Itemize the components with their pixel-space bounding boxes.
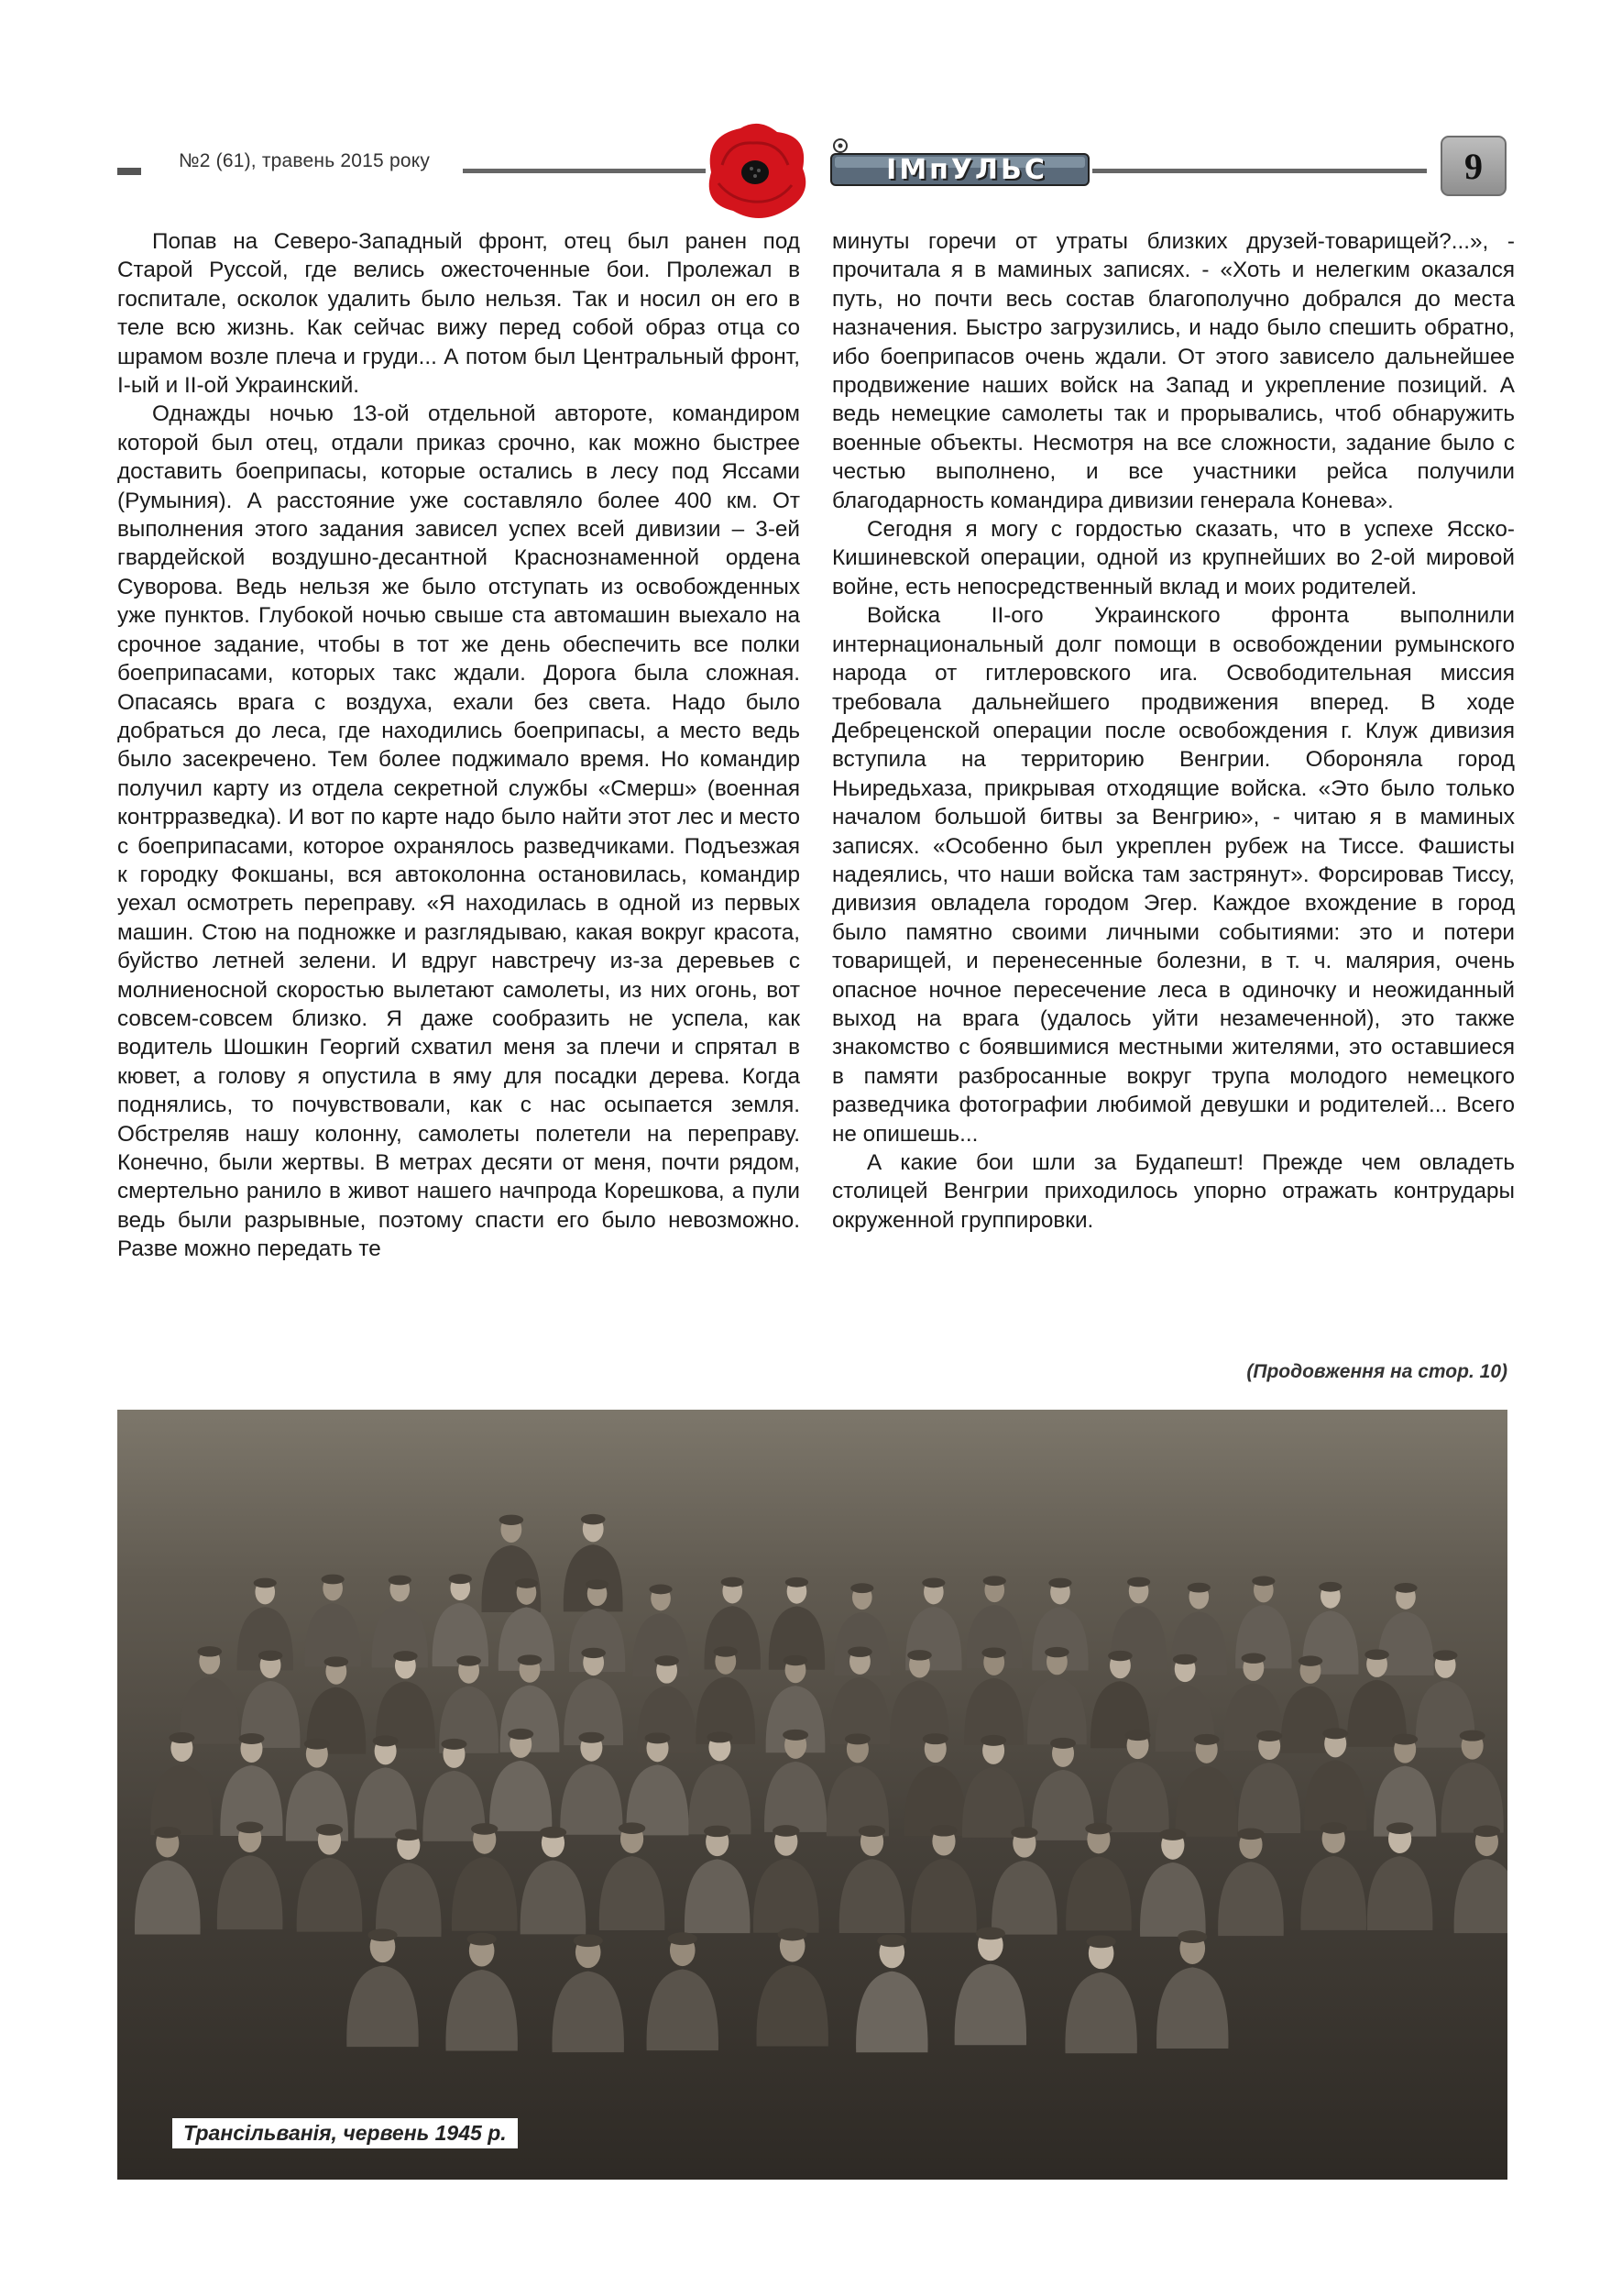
soldier-figure xyxy=(217,1821,283,1929)
header-dash xyxy=(117,168,141,175)
paragraph: Войска II-ого Украинского фронта выполнили интернациональный долг помощи в освобождении румынского народа от гитлеровского ига. Освободительная миссия требовала дальнейшего продвижения вперед. В ходе Дебреценской операции после освобождения г. Клуж дивизия вступила на территорию Венгрии. Обороняла город Ньиредьхаза, прикрывая отходящие войска. «Это было только началом большой битвы за Венгрию», - читаю я в маминых записях. «Особенно был укреплен рубеж на Тиссе. Фашисты надеялись, что наши войска там застрянут». Форсировав Тиссу, дивизия овладела городом Эгер. Каждое вхождение в город было памятно своими личными событиями: это и потери товарищей, и перенесенные болезни, в т. ч. малярия, очень опасное ночное пересечение леса в одиночку и неожиданный выход на врага (удалось уйти незамеченной), это также знакомство с боявшимися местными жителями, это оставшиеся в памяти разбросанные вокруг трупа молодого немецкого разведчика фотографии любимой девушки и родителей... Всего не опишешь... xyxy=(832,603,1515,1147)
issue-info: №2 (61), травень 2015 року xyxy=(179,150,431,171)
page-header xyxy=(0,0,1622,211)
soldier-figure xyxy=(904,1733,967,1836)
soldier-figure xyxy=(955,1927,1026,2045)
soldier-figure xyxy=(1065,1935,1136,2053)
soldier-figure xyxy=(839,1825,905,1933)
continuation-note: (Продовження на стор. 10) xyxy=(1246,1361,1507,1382)
soldier-figure xyxy=(1156,1930,1228,2049)
page-number: 9 xyxy=(1441,136,1507,196)
soldier-figure xyxy=(1140,1829,1206,1937)
soldier-figure xyxy=(756,1928,827,2047)
soldier-figure xyxy=(1454,1826,1507,1934)
soldier-figure xyxy=(753,1825,819,1933)
article-column-left xyxy=(117,227,800,1264)
soldier-figure xyxy=(445,1933,517,2051)
soldier-figure xyxy=(135,1827,201,1935)
soldier-figure xyxy=(560,1732,622,1835)
soldier-figure xyxy=(304,1575,360,1667)
paragraph: Попав на Северо-Западный фронт, отец был ранен под Старой Руссой, где велись ожесточенные бои. Пролежал в госпитале, осколок удалить было нельзя. Так и носил он его в теле всю жизнь. Как сейчас вижу перед собой образ отца со шрамом возле плеча и груди... А потом был Центральный фронт, I-ый и II-ой Украинский. xyxy=(117,229,800,399)
soldier-figure xyxy=(827,1733,889,1836)
soldier-figure xyxy=(376,1829,442,1938)
header-rule-left xyxy=(463,169,706,173)
group-photo xyxy=(117,1410,1507,2180)
soldier-figure xyxy=(599,1822,665,1930)
soldiers-group-figures xyxy=(117,1410,1507,2180)
soldier-figure xyxy=(1300,1822,1366,1930)
soldier-figure xyxy=(150,1732,213,1835)
soldier-figure xyxy=(992,1827,1058,1935)
paragraph: минуты горечи от утраты близких друзей-товарищей?...», - прочитала я в маминых записях. - «Хоть и нелегким оказался путь, но почти весь состав благополучно добрался до места назначения. Быстро загрузились, и надо было спешить обратно, ибо боеприпасов очень ждали. От этого зависело дальнейшее продвижение наших войск на Запад и укрепление позиций. А ведь немецкие самолеты так и прорывались, чтоб обнаружить военные объекты. Несмотря на все сложности, задание было с честью выполнено, и все участники рейса получили благодарность командира дивизии генерала Конева». xyxy=(832,229,1515,513)
soldier-figure xyxy=(552,1934,623,2052)
soldier-figure xyxy=(433,1574,488,1666)
article-column-right xyxy=(832,227,1515,1235)
header-rule-right xyxy=(1092,169,1427,173)
soldier-figure xyxy=(1218,1829,1284,1937)
soldier-figure xyxy=(1032,1738,1094,1840)
paragraph: А какие бои шли за Будапешт! Прежде чем овладеть столицей Венгрии приходилось упорно отражать контрудары окруженной группировки. xyxy=(832,1150,1515,1233)
soldier-figure xyxy=(962,1735,1025,1838)
soldier-figure xyxy=(647,1932,718,2050)
soldier-figure xyxy=(346,1928,418,2047)
soldier-figure xyxy=(1367,1822,1433,1930)
impuls-logo-text: ІМпУЛЬС xyxy=(886,153,1047,186)
soldier-figure xyxy=(688,1731,751,1834)
poppy-flower-icon xyxy=(685,108,823,227)
soldier-figure xyxy=(911,1825,977,1933)
soldier-figure xyxy=(180,1646,239,1743)
soldier-figure xyxy=(439,1655,499,1752)
paragraph: Однажды ночью 13-ой отдельной автороте, командиром которой был отец, отдали приказ срочно, как можно быстрее доставить боеприпасы, которые остались в лесу под Яссами (Румыния). А расстояние уже составляло более 400 км. От выполнения этого задания зависел успех всей дивизии – 3-ей гвардейской воздушно-десантной Краснознаменной ордена Суворова. Ведь нельзя же было отступать из освобожденных уже пунктов. Глубокой ночью свыше ста автомашин выехало на срочное задание, чтобы в тот же день обеспечить все полки боеприпасами, которых такс ждали. Дорога была сложная. Опасаясь врага с воздуха, ехали без света. Надо было добраться до леса, где находились боеприпасы, а место ведь было засекречено. Тем более поджимало время. Но командир получил карту из отдела секретной службы «Смерш» (военная контрразведка). И вот по карте надо было найти этот лес и место с боеприпасами, которое охранялось разведчиками. Подъезжая к городку Фокшаны, вся автоколонна остановилась, командир уехал осмотреть переправу. «Я находилась в одной из первых машин. Стою на подножке и разглядываю, какая вокруг красота, буйство летней зелени. И вдруг навстречу из-за деревьев с молниеносной скоростью вылетают самолеты, из них огонь, вот совсем-совсем близко. Я даже сообразить не успела, как водитель Шошкин Георгий схватил меня за плечи и спрятал в кювет, а голову я опустила в яму для посадки дерева. Когда поднялись, то почувствовали, как с нас осыпается земля. Обстреляв нашу колонну, самолеты полетели на переправу. Конечно, были жертвы. В метрах десяти от меня, почти рядом, смертельно ранило в живот нашего начпрода Корешкова, а пули ведь были разрывные, поэтому спасти его было невозможно. Разве можно передать те xyxy=(117,401,800,1262)
paragraph: Сегодня я могу с гордостью сказать, что в успехе Ясско-Кишиневской операции, одной из крупнейших во 2-ой мировой войне, есть непосредственный вклад и моих родителей. xyxy=(832,517,1515,599)
soldier-figure xyxy=(521,1827,586,1935)
soldier-figure xyxy=(685,1826,751,1934)
soldier-figure xyxy=(220,1733,282,1836)
photo-caption: Трансільванія, червень 1945 р. xyxy=(172,2118,518,2148)
soldier-figure xyxy=(856,1934,927,2052)
soldier-figure xyxy=(1374,1734,1436,1837)
soldier-figure xyxy=(1235,1576,1291,1669)
